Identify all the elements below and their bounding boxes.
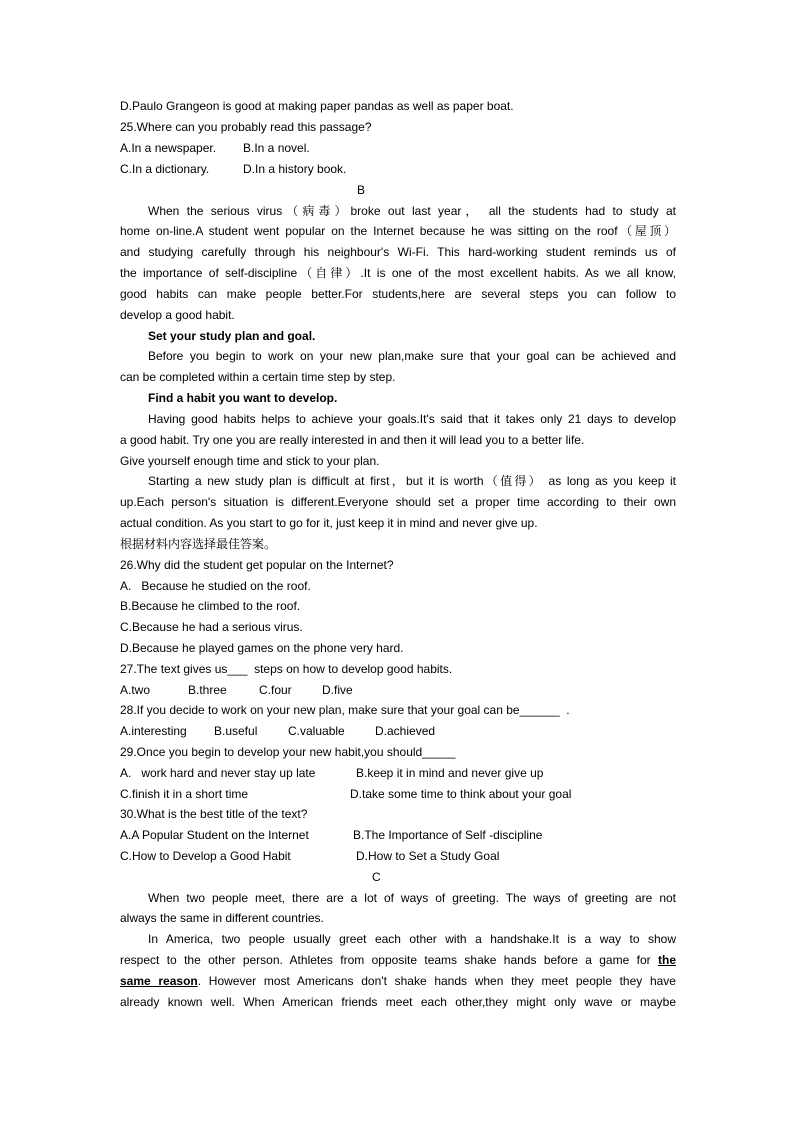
- c-paragraph-2-text: . However most Americans don't shake hands when they meet people they have: [197, 974, 676, 988]
- b-paragraph-4-line: actual condition. As you start to go for it, just keep it in mind and never give up.: [120, 516, 538, 530]
- q25-option-d: D.In a history book.: [243, 162, 347, 176]
- q30-option-b: B.The Importance of Self -discipline: [353, 828, 543, 842]
- same-reason-underlined: same reason: [120, 974, 198, 988]
- q28-question: 28.If you decide to work on your new plan, make sure that your goal can be______ .: [120, 703, 570, 717]
- c-paragraph-2-text: respect to the other person. Athletes from opposite teams shake hands before a game for: [120, 953, 658, 967]
- c-paragraph-1-line: When two people meet, there are a lot of ways of greeting. The ways of greeting are not: [148, 891, 676, 905]
- q28-option-d: D.achieved: [375, 724, 436, 738]
- c-paragraph-2-line: already known well. When American friends meet each other,they might only wave or maybe: [120, 995, 676, 1009]
- q27-option-d: D.five: [322, 683, 353, 697]
- q29-option-b: B.keep it in mind and never give up: [356, 766, 544, 780]
- q25-option-c: C.In a dictionary.: [120, 162, 210, 176]
- q26-option-c: C.Because he had a serious virus.: [120, 620, 303, 634]
- b-paragraph-1-line: and studying carefully through his neighbour's Wi-Fi. This hard-working student reminds us of: [120, 245, 676, 259]
- instruction-text: 根据材料内容选择最佳答案。: [120, 537, 277, 551]
- section-b-label: B: [357, 183, 366, 197]
- q30-option-d: D.How to Set a Study Goal: [356, 849, 500, 863]
- b-paragraph-3-line: a good habit. Try one you are really interested in and then it will lead you to a better life.: [120, 433, 585, 447]
- q29-option-c: C.finish it in a short time: [120, 787, 249, 801]
- b-paragraph-1-line: good habits can make people better.For students,here are several steps you can follow to: [120, 287, 676, 301]
- b-paragraph-2-line: Before you begin to work on your new plan,make sure that your goal can be achieved and: [148, 349, 676, 363]
- b-heading-plan-goal: Set your study plan and goal.: [148, 329, 316, 343]
- b-paragraph-3-line: Having good habits helps to achieve your goals.It's said that it takes only 21 days to develop: [148, 412, 676, 426]
- b-paragraph-1-line: home on-line.A student went popular on the Internet because he was sitting on the roof（屋顶）: [120, 224, 676, 238]
- q27-option-c: C.four: [259, 683, 292, 697]
- q26-option-d: D.Because he played games on the phone very hard.: [120, 641, 404, 655]
- c-paragraph-1-line: always the same in different countries.: [120, 911, 324, 925]
- c-paragraph-2-line: [120, 952, 676, 968]
- q26-option-a: A. Because he studied on the roof.: [120, 579, 311, 593]
- b-paragraph-1-line: When the serious virus（病毒）broke out last year， all the students had to study at: [148, 204, 676, 218]
- q29-option-d: D.take some time to think about your goal: [350, 787, 572, 801]
- b-paragraph-2-line: can be completed within a certain time step by step.: [120, 370, 396, 384]
- q29-question: 29.Once you begin to develop your new habit,you should_____: [120, 745, 456, 759]
- same-reason-underlined: the: [658, 953, 676, 967]
- section-c-label: C: [372, 870, 381, 884]
- q25-option-a: A.In a newspaper.: [120, 141, 217, 155]
- c-paragraph-2-line: [120, 973, 676, 989]
- q26-option-b: B.Because he climbed to the roof.: [120, 599, 301, 613]
- q30-option-c: C.How to Develop a Good Habit: [120, 849, 291, 863]
- q30-question: 30.What is the best title of the text?: [120, 807, 308, 821]
- q28-option-b: B.useful: [214, 724, 258, 738]
- q27-option-a: A.two: [120, 683, 151, 697]
- q25-option-b: B.In a novel.: [243, 141, 310, 155]
- c-paragraph-2-line: In America, two people usually greet each other with a handshake.It is a way to show: [148, 932, 676, 946]
- q29-option-a: A. work hard and never stay up late: [120, 766, 316, 780]
- q28-option-a: A.interesting: [120, 724, 187, 738]
- b-paragraph-4-line: Starting a new study plan is difficult at first，but it is worth（值得） as long as you keep it: [148, 474, 676, 488]
- b-paragraph-3-line: Give yourself enough time and stick to your plan.: [120, 454, 380, 468]
- b-paragraph-1-line: develop a good habit.: [120, 308, 235, 322]
- b-paragraph-1-line: the importance of self-discipline（自律）.It is one of the most excellent habits. As we all know,: [120, 266, 676, 280]
- q28-option-c: C.valuable: [288, 724, 345, 738]
- b-heading-find-habit: Find a habit you want to develop.: [148, 391, 338, 405]
- q27-option-b: B.three: [188, 683, 227, 697]
- q26-question: 26.Why did the student get popular on the Internet?: [120, 558, 394, 572]
- q30-option-a: A.A Popular Student on the Internet: [120, 828, 309, 842]
- q25-question: 25.Where can you probably read this passage?: [120, 120, 372, 134]
- q24-option-d: D.Paulo Grangeon is good at making paper pandas as well as paper boat.: [120, 99, 514, 113]
- b-paragraph-4-line: up.Each person's situation is different.Everyone should set a proper time according to their own: [120, 495, 676, 509]
- q27-question: 27.The text gives us___ steps on how to develop good habits.: [120, 662, 453, 676]
